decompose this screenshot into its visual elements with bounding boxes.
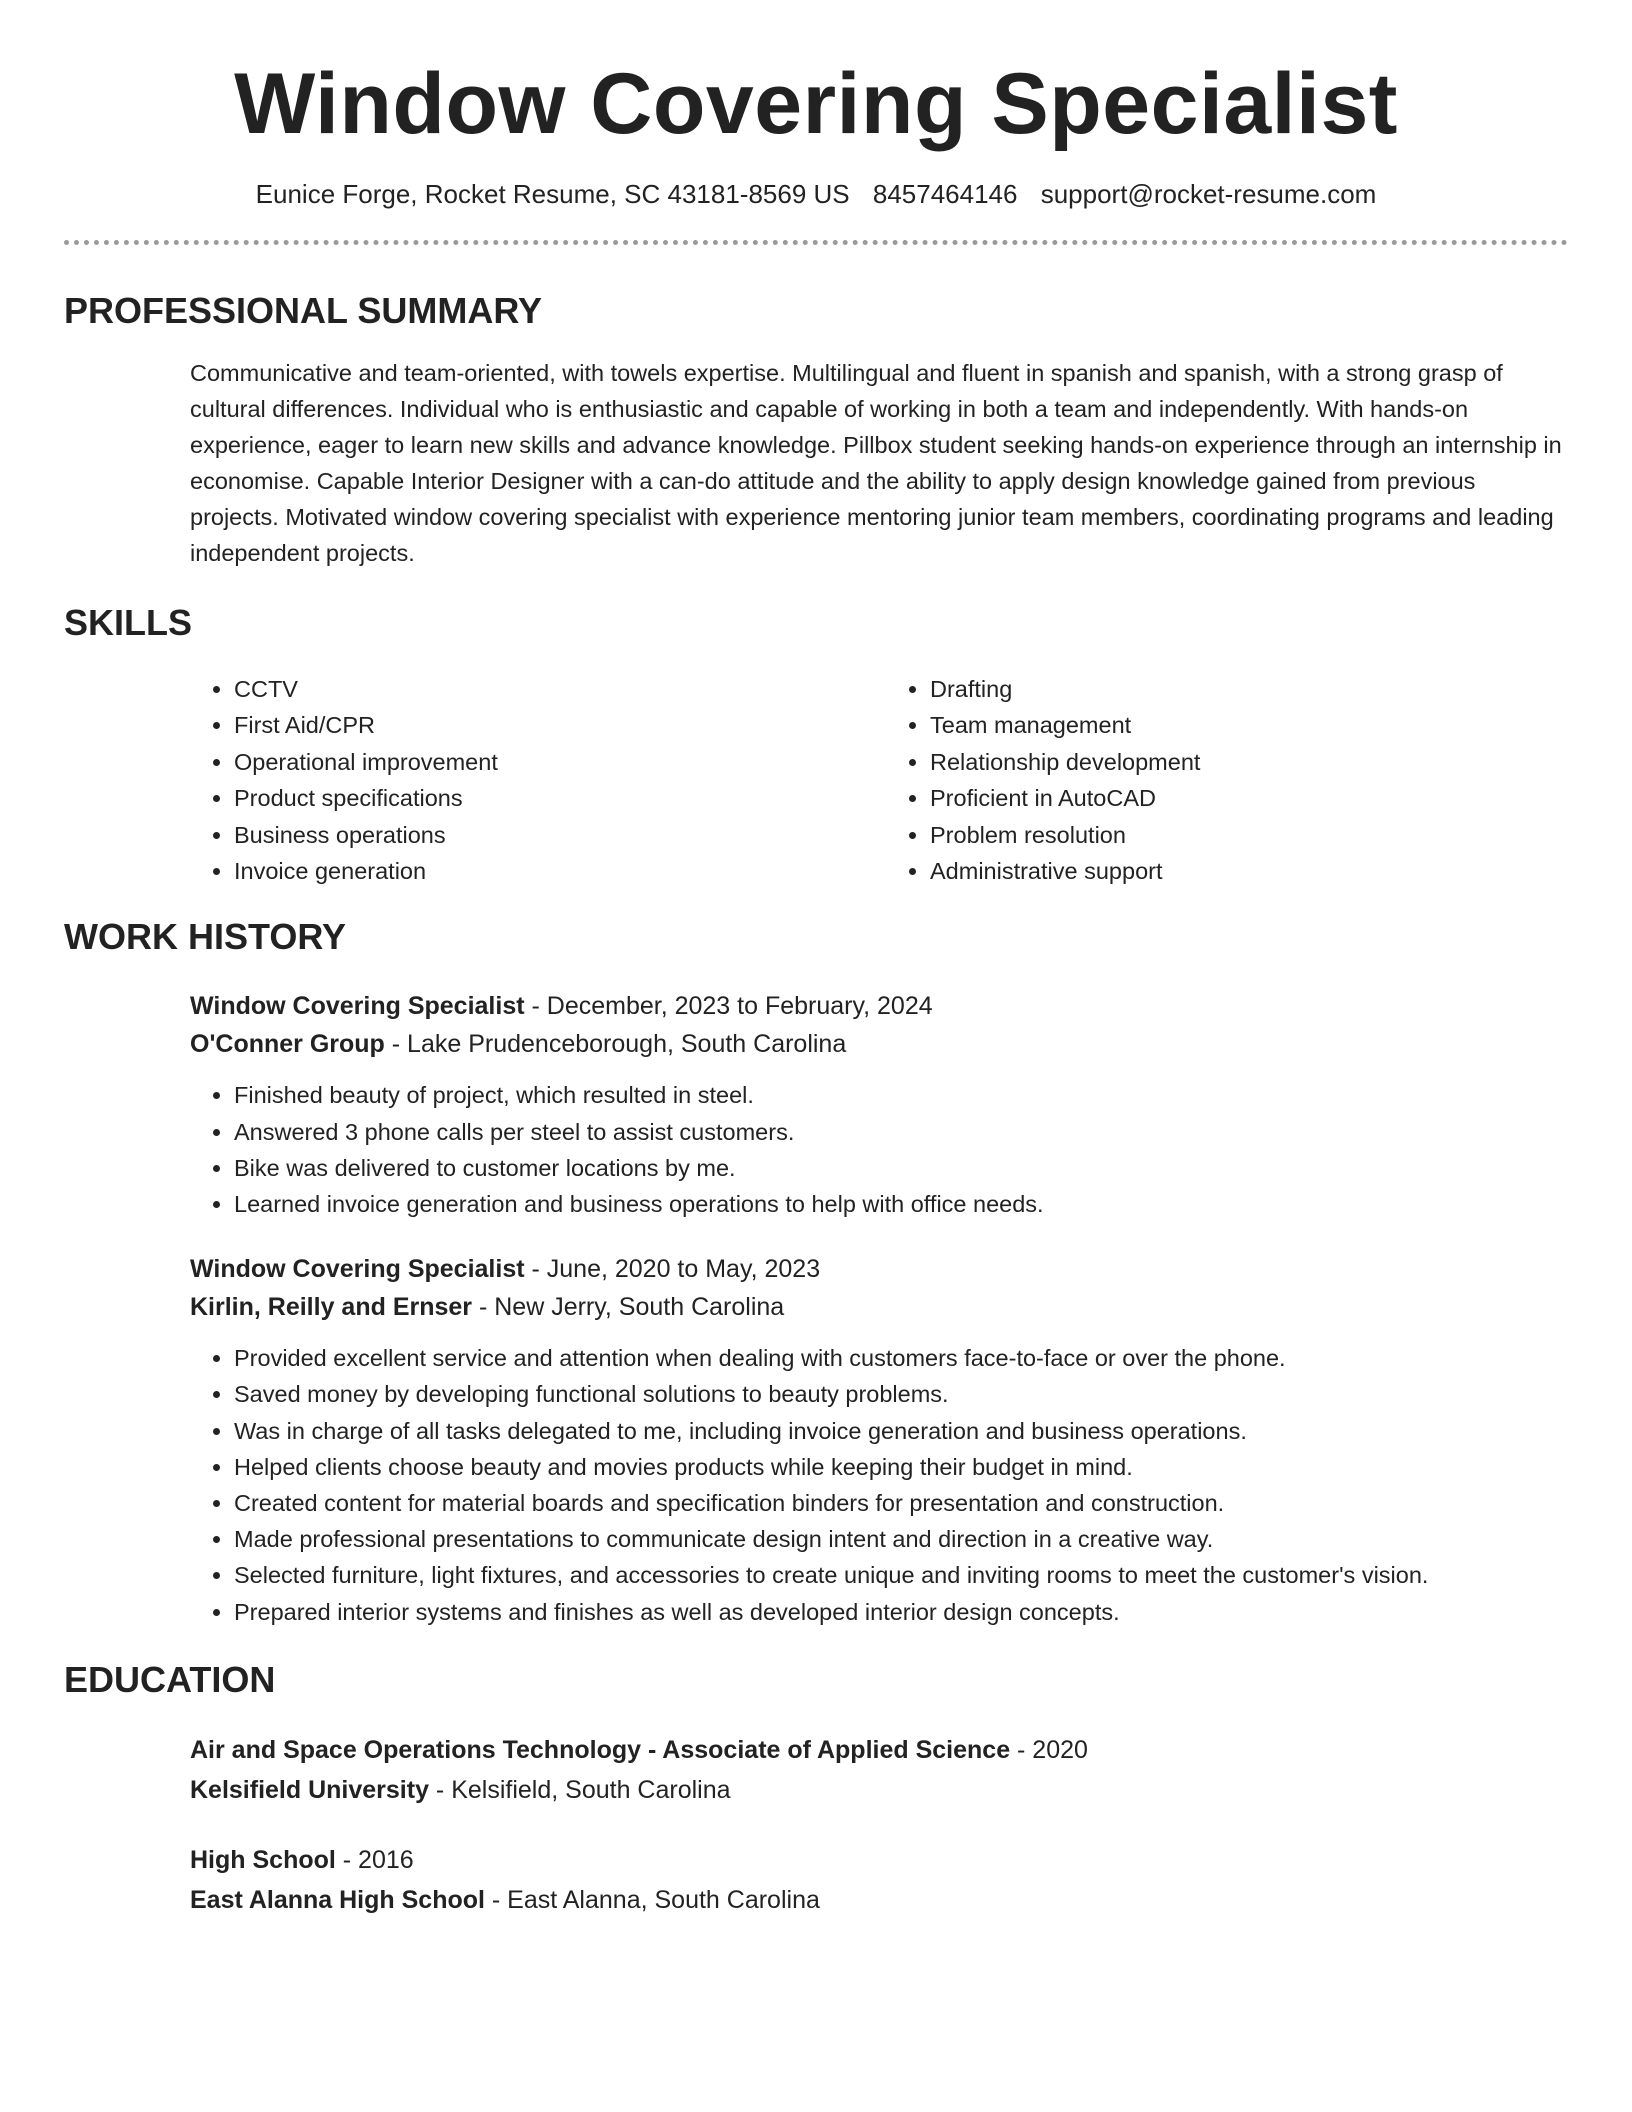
skill-item: • Drafting [930,671,1530,707]
education-heading: EDUCATION [64,1658,276,1700]
job-role: Window Covering Specialist [190,1255,525,1284]
job-bullets [190,1077,1568,1222]
skills-heading: SKILLS [64,602,193,643]
job-bullet: • Was in charge of all tasks delegated to me, including invoice generation and business operations. [234,1413,1568,1449]
skill-item: • Proficient in AutoCAD [930,780,1530,816]
job-bullet: • Bike was delivered to customer locations by me. [234,1150,1568,1186]
education-school-line [190,1880,1568,1920]
job-role: Window Covering Specialist [190,992,525,1021]
education-school: Kelsifield University [190,1775,429,1804]
job-company-line [190,1025,1568,1063]
skill-item: • First Aid/CPR [234,707,914,743]
summary-heading: PROFESSIONAL SUMMARY [64,290,543,331]
contact-phone: 8457464146 [872,179,1018,209]
job-bullet: • Prepared interior systems and finishes as well as developed interior design concepts. [234,1594,1568,1630]
skill-item: • Invoice generation [234,853,914,889]
skill-item: • Operational improvement [234,744,914,780]
skills-column-left [190,671,914,889]
job-company: O'Conner Group [190,1030,385,1059]
job-bullet: • Created content for material boards and specification binders for presentation and construction. [234,1485,1568,1521]
job-company-line [190,1288,1568,1326]
job-company: Kirlin, Reilly and Ernser [190,1293,473,1322]
work-history-heading: WORK HISTORY [64,916,347,958]
skills-column-right [914,671,1530,889]
education-year: - 2020 [1010,1735,1088,1764]
education-entry [190,1840,1568,1920]
contact-line [64,176,1568,212]
skill-item: • Product specifications [234,780,914,816]
skill-item: • Business operations [234,817,914,853]
skill-item: • Relationship development [930,744,1530,780]
job-dates: - June, 2020 to May, 2023 [524,1255,821,1284]
job-entry [190,987,1568,1222]
education-school: East Alanna High School [190,1885,485,1914]
education-year: - 2016 [335,1845,414,1874]
job-bullet: • Helped clients choose beauty and movies products while keeping their budget in mind. [234,1449,1568,1485]
job-bullet: • Made professional presentations to communicate design intent and direction in a creative way. [234,1521,1568,1557]
skills-list [190,671,1568,889]
education-location: - Kelsifield, South Carolina [428,1775,731,1804]
education-location: - East Alanna, South Carolina [484,1885,820,1914]
job-location: - New Jerry, South Carolina [472,1293,785,1322]
job-bullet: • Answered 3 phone calls per steel to assist customers. [234,1114,1568,1150]
job-bullet: • Learned invoice generation and business operations to help with office needs. [234,1186,1568,1222]
education-degree: Air and Space Operations Technology - Associate of Applied Science [190,1735,1011,1764]
education-degree: High School [190,1845,336,1874]
header-divider [64,240,1568,245]
job-bullet: • Saved money by developing functional solutions to beauty problems. [234,1376,1568,1412]
skill-item: • Administrative support [930,853,1530,889]
skill-item: • Problem resolution [930,817,1530,853]
education-degree-line [190,1730,1568,1770]
job-bullets [190,1340,1568,1630]
resume-name: Window Covering Specialist [234,56,1398,152]
job-dates: - December, 2023 to February, 2024 [524,992,933,1021]
job-bullet: • Selected furniture, light fixtures, and accessories to create unique and inviting rooms to meet the customer's vision. [234,1557,1568,1593]
skill-item: • Team management [930,707,1530,743]
education-entry [190,1730,1568,1810]
contact-address: Eunice Forge, Rocket Resume, SC 43181-8569 US [255,179,850,209]
education-degree-line [190,1840,1568,1880]
education-school-line [190,1770,1568,1810]
job-bullet: • Provided excellent service and attention when dealing with customers face-to-face or over the phone. [234,1340,1568,1376]
job-title-line [190,1250,1568,1288]
job-entry [190,1250,1568,1630]
job-title-line [190,987,1568,1025]
summary-text: Communicative and team-oriented, with towels expertise. Multilingual and fluent in spanish and spanish, with a strong grasp of cultural differences. Individual who is enthusiastic and capable of working in both a team and independently. With hands-on experience, eager to learn new skills and advance knowledge. Pillbox student seeking hands-on experience through an internship in economise. Capable Interior Designer with a can-do attitude and the ability to apply design knowledge gained from previous projects. Motivated window covering specialist with experience mentoring junior team members, coordinating programs and leading independent projects. [190,360,1562,566]
skill-item: • CCTV [234,671,914,707]
job-location: - Lake Prudenceborough, South Carolina [384,1030,847,1059]
job-bullet: • Finished beauty of project, which resulted in steel. [234,1077,1568,1113]
contact-email: support@rocket-resume.com [1040,179,1377,209]
